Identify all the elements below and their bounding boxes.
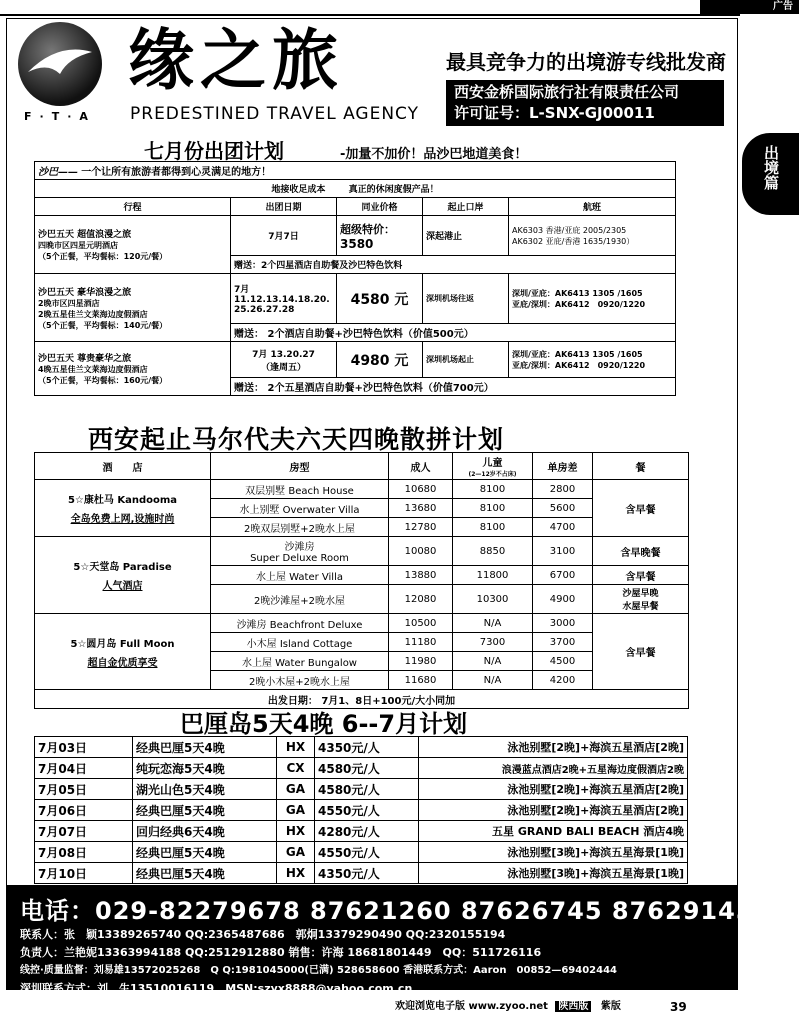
date-cell	[231, 342, 337, 378]
col-single: 单房差	[533, 453, 593, 480]
port-cell: 深圳机场往返	[423, 274, 509, 324]
meal-cell: 含早餐	[593, 566, 689, 585]
table-row	[35, 821, 688, 842]
child-price: 8850	[453, 537, 533, 566]
col-route: 行程	[35, 198, 231, 216]
bali-route: 经典巴厘5天4晚	[133, 842, 277, 863]
page-number: 39	[670, 1000, 687, 1014]
child-price: N/A	[453, 671, 533, 690]
single-supplement: 3100	[533, 537, 593, 566]
bali-airline: HX	[277, 863, 315, 884]
table-row	[35, 342, 676, 378]
meal-cell: 含早餐	[593, 480, 689, 537]
edition-tag: 陕西版	[555, 1001, 591, 1012]
date-line: 7月 13.20.27	[252, 349, 315, 360]
flight-cell	[509, 274, 676, 324]
slogan: 最具竞争力的出境游专线批发商	[446, 50, 726, 74]
bali-price: 4550元/人	[315, 842, 419, 863]
bali-hotel: 泳池别墅[2晚]+海滨五星酒店[2晚]	[419, 800, 688, 821]
sabah-intro-text: 一个让所有旅游者都得到心灵满足的地方！	[81, 167, 272, 178]
hotel-cell	[35, 614, 211, 690]
route-name: 沙巴五天 尊贵豪华之旅	[38, 354, 132, 364]
child-price: 11800	[453, 566, 533, 585]
room-type: 双层别墅 Beach House	[211, 480, 389, 499]
col-child-note: (2—12岁不占床)	[468, 471, 517, 478]
table-row	[35, 274, 676, 324]
adult-price: 10080	[389, 537, 453, 566]
bali-hotel: 泳池别墅[2晚]+海滨五星酒店[2晚]	[419, 737, 688, 758]
phone-numbers: 029-82279678 87621260 87626745 87629145	[95, 897, 754, 925]
route-cell	[35, 342, 231, 396]
bali-airline: GA	[277, 842, 315, 863]
single-supplement: 2800	[533, 480, 593, 499]
brand-cn: 缘之旅	[128, 21, 344, 99]
room-type: 沙滩房 Beachfront Deluxe	[211, 614, 389, 633]
sabah-subtitle: -加量不加价！品沙巴地道美食！	[340, 147, 528, 162]
bali-date: 7月03日	[35, 737, 133, 758]
company-box	[446, 80, 724, 126]
license-number: 许可证号：L-SNX-GJ00011	[454, 104, 655, 122]
child-price: N/A	[453, 652, 533, 671]
room-type-line: Super Deluxe Room	[250, 553, 349, 564]
route-hotel: 4晚五星佳兰文莱海边度假酒店	[38, 365, 148, 374]
flight-line: 亚庇/深圳：AK6412 0920/1220	[512, 299, 646, 309]
table-row	[35, 216, 676, 256]
hotel-note: 超自金优质享受	[87, 657, 158, 669]
flight-line: AK6302 亚庇/香港 1635/1930）	[512, 236, 635, 246]
route-name: 沙巴五天 豪华浪漫之旅	[38, 287, 132, 298]
date-line: （逢周五）	[260, 362, 306, 373]
bali-price: 4350元/人	[315, 737, 419, 758]
hotel-name: 5☆圆月岛 Full Moon	[70, 638, 175, 650]
date-cell: 7月7日	[231, 216, 337, 256]
route-meals: （5个正餐，平均餐标：120元/餐）	[38, 252, 168, 261]
hotel-name: 5☆天堂岛 Paradise	[73, 562, 172, 573]
room-type: 2晚小木屋+2晚水上屋	[211, 671, 389, 690]
bali-date: 7月04日	[35, 758, 133, 779]
table-row	[35, 614, 689, 633]
gift-cell: 赠送： 2个五星酒店自助餐+沙巴特色饮料（价值700元）	[231, 378, 676, 396]
bali-title: 巴厘岛5天4晚 6--7月计划	[180, 710, 468, 738]
route-name: 沙巴五天 超值浪漫之旅	[38, 230, 132, 240]
port-cell: 深圳机场起止	[423, 342, 509, 378]
hotel-note: 全岛免费上网,设施时尚	[70, 514, 175, 525]
room-type	[211, 537, 389, 566]
sabah-table	[34, 161, 676, 396]
brand-en: PREDESTINED TRAVEL AGENCY	[130, 104, 419, 124]
child-price: 8100	[453, 480, 533, 499]
top-rule	[0, 14, 740, 16]
single-supplement: 4900	[533, 585, 593, 614]
route-hotel: 2晚五星佳兰文莱海边度假酒店	[38, 309, 148, 319]
single-supplement: 4700	[533, 518, 593, 537]
col-adult: 成人	[389, 453, 453, 480]
child-price: 8100	[453, 499, 533, 518]
bali-hotel: 泳池别墅[3晚]+海滨五星海景[1晚]	[419, 842, 688, 863]
price-cell: 4980 元	[337, 342, 423, 378]
bali-date: 7月10日	[35, 863, 133, 884]
contact-footer	[6, 885, 754, 995]
contact-line: 联系人：张 颖13389265740 QQ:2365487686 郭炯13379290490 QQ:2320155194	[20, 928, 506, 941]
bali-route: 经典巴厘5天4晚	[133, 800, 277, 821]
single-supplement: 6700	[533, 566, 593, 585]
adult-price: 13880	[389, 566, 453, 585]
table-row	[35, 480, 689, 499]
edition-color: 紫版	[600, 1001, 621, 1012]
sabah-intro-text2: 地接收足成本	[271, 185, 326, 195]
bali-table	[34, 736, 688, 884]
sabah-intro-text3: 真正的休闲度假产品！	[348, 185, 439, 195]
hotel-cell	[35, 480, 211, 537]
bali-hotel: 浪漫蓝点酒店2晚+五星海边度假酒店2晚	[419, 758, 688, 779]
adult-price: 11180	[389, 633, 453, 652]
bali-date: 7月06日	[35, 800, 133, 821]
hotel-cell	[35, 537, 211, 614]
route-hotel: 四晚市区四星元明酒店	[38, 241, 118, 250]
bali-route: 纯玩恋海5天4晚	[133, 758, 277, 779]
single-supplement: 4200	[533, 671, 593, 690]
bali-hotel: 泳池别墅[2晚]+海滨五星酒店[2晚]	[419, 779, 688, 800]
ad-tag: 广告	[700, 0, 799, 14]
gift-cell: 赠送： 2个酒店自助餐+沙巴特色饮料（价值500元）	[231, 324, 676, 342]
meal-line: 沙屋早晚	[622, 589, 659, 599]
hotel-name: 5☆康杜马 Kandooma	[67, 495, 178, 506]
port-cell: 深起港止	[423, 216, 509, 256]
single-supplement: 5600	[533, 499, 593, 518]
room-type: 2晚双层别墅+2晚水上屋	[211, 518, 389, 537]
sabah-header-row	[35, 198, 676, 216]
col-child-label: 儿童	[482, 458, 503, 469]
company-name: 西安金桥国际旅行社有限责任公司	[454, 83, 680, 101]
contact-line: 线控·质量监督：刘易雄13572025268 Q Q:1981045000(已满) 528658600 香港联系方式：Aaron 00852—69402444	[20, 965, 617, 976]
flight-line: AK6303 香港/亚庇 2005/2305	[512, 225, 627, 235]
meal-line: 水屋早餐	[622, 602, 659, 612]
adult-price: 12780	[389, 518, 453, 537]
col-hotel: 酒 店	[35, 453, 211, 480]
side-tab: 出境篇	[742, 133, 799, 215]
bali-price: 4580元/人	[315, 779, 419, 800]
sabah-intro	[35, 162, 676, 180]
bottom-bar	[395, 997, 695, 1012]
child-price: 10300	[453, 585, 533, 614]
child-price: 8100	[453, 518, 533, 537]
adult-price: 11980	[389, 652, 453, 671]
bali-route: 经典巴厘5天4晚	[133, 737, 277, 758]
col-date: 出团日期	[231, 198, 337, 216]
room-type: 2晚沙滩屋+2晚水屋	[211, 585, 389, 614]
col-child	[453, 453, 533, 480]
bali-price: 4580元/人	[315, 758, 419, 779]
maldives-table	[34, 452, 689, 709]
website-note: 欢迎浏览电子版 www.zyoo.net	[395, 1001, 548, 1012]
adult-price: 10680	[389, 480, 453, 499]
sabah-title: 七月份出团计划	[144, 139, 284, 163]
col-price: 同业价格	[337, 198, 423, 216]
bali-price: 4350元/人	[315, 863, 419, 884]
table-row	[35, 842, 688, 863]
route-cell	[35, 216, 231, 274]
bali-airline: GA	[277, 779, 315, 800]
price-value: 3580	[340, 236, 374, 251]
bali-route: 湖光山色5天4晚	[133, 779, 277, 800]
child-price: N/A	[453, 614, 533, 633]
room-type: 小木屋 Island Cottage	[211, 633, 389, 652]
single-supplement: 3000	[533, 614, 593, 633]
sabah-intro-2	[35, 180, 676, 198]
price-cell: 4580 元	[337, 274, 423, 324]
date-cell: 7月 11.12.13.14.18.20. 25.26.27.28	[231, 274, 337, 324]
room-type-line: 沙滩房	[284, 542, 315, 553]
flight-line: 深圳/亚庇：AK6413 1305 /1605	[512, 349, 643, 359]
col-port: 起止口岸	[423, 198, 509, 216]
table-row	[35, 737, 688, 758]
adult-price: 11680	[389, 671, 453, 690]
bali-price: 4280元/人	[315, 821, 419, 842]
bali-airline: CX	[277, 758, 315, 779]
maldives-header-row	[35, 453, 689, 480]
contact-line: 深圳联系方式：刘 生13510016119 MSN:szyx8888@yahoo.com.cn	[20, 982, 413, 995]
bali-hotel: 五星 GRAND BALI BEACH 酒店4晚	[419, 821, 688, 842]
gift-cell: 赠送：2个四星酒店自助餐及沙巴特色饮料	[231, 256, 676, 274]
bali-date: 7月08日	[35, 842, 133, 863]
route-meals: （5个正餐，平均餐标：140元/餐）	[38, 320, 168, 330]
table-row	[35, 537, 689, 566]
contact-line: 负责人：兰艳妮13363994188 QQ:2512912880 销售：许海 18681801449 QQ：511726116	[20, 946, 542, 959]
adult-price: 13680	[389, 499, 453, 518]
room-type: 水上屋 Water Bungalow	[211, 652, 389, 671]
single-supplement: 4500	[533, 652, 593, 671]
bali-date: 7月07日	[35, 821, 133, 842]
bali-hotel: 泳池别墅[3晚]+海滨五星海景[1晚]	[419, 863, 688, 884]
route-cell	[35, 274, 231, 342]
flight-line: 亚庇/深圳：AK6412 0920/1220	[512, 360, 646, 370]
room-type: 水上别墅 Overwater Villa	[211, 499, 389, 518]
maldives-title: 西安起止马尔代夫六天四晚散拼计划	[88, 425, 505, 454]
flight-cell	[509, 342, 676, 378]
meal-cell: 含早餐	[593, 614, 689, 690]
child-price: 7300	[453, 633, 533, 652]
meal-cell	[593, 585, 689, 614]
sabah-intro-name: 沙巴——	[38, 167, 78, 178]
flight-cell	[509, 216, 676, 256]
bali-price: 4550元/人	[315, 800, 419, 821]
bali-date: 7月05日	[35, 779, 133, 800]
col-flight: 航班	[509, 198, 676, 216]
room-type: 水上屋 Water Villa	[211, 566, 389, 585]
col-room: 房型	[211, 453, 389, 480]
table-row	[35, 758, 688, 779]
bali-airline: HX	[277, 737, 315, 758]
table-row	[35, 800, 688, 821]
route-hotel: 2晚市区四星酒店	[38, 298, 100, 308]
phone-label: 电话：	[20, 897, 95, 925]
hotel-note: 人气酒店	[102, 581, 143, 592]
bali-route: 回归经典6天4晚	[133, 821, 277, 842]
meal-cell: 含早晚餐	[593, 537, 689, 566]
price-label: 超级特价：	[340, 222, 395, 236]
table-row	[35, 779, 688, 800]
bali-route: 经典巴厘5天4晚	[133, 863, 277, 884]
price-cell	[337, 216, 423, 256]
logo-letters: F·T·A	[24, 110, 96, 123]
flight-line: 深圳/亚庇：AK6413 1305 /1605	[512, 288, 643, 298]
table-row	[35, 863, 688, 884]
logo-icon	[18, 22, 102, 106]
bali-airline: HX	[277, 821, 315, 842]
route-meals: （5个正餐，平均餐标：160元/餐）	[38, 376, 168, 385]
bali-airline: GA	[277, 800, 315, 821]
departure-dates: 出发日期： 7月1、8日+100元/大小同加	[35, 690, 689, 709]
phone-line	[20, 891, 754, 926]
adult-price: 10500	[389, 614, 453, 633]
adult-price: 12080	[389, 585, 453, 614]
single-supplement: 3700	[533, 633, 593, 652]
col-meal: 餐	[593, 453, 689, 480]
